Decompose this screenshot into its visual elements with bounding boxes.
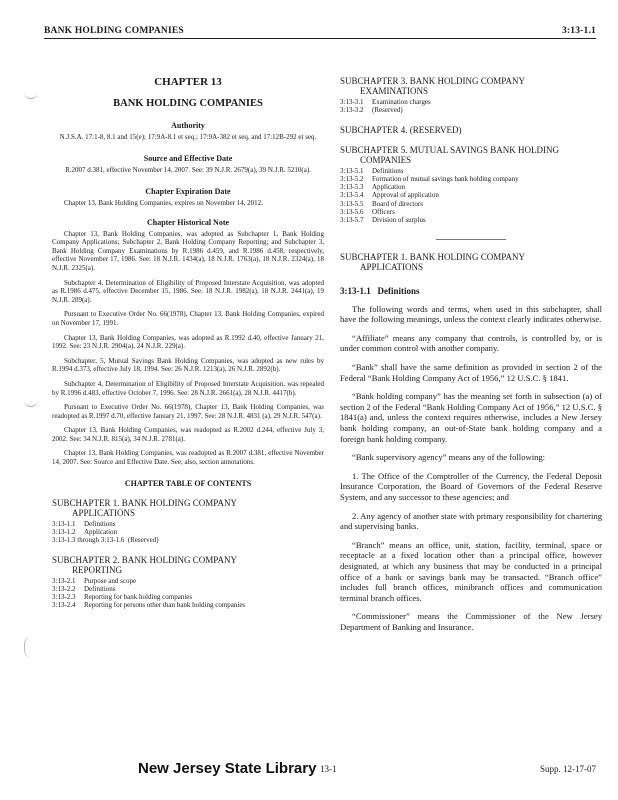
margin-mark [24,88,38,99]
toc-subchapter-3-list [340,98,602,115]
toc-entry[interactable]: 3:13-2.2 Definitions [52,584,116,593]
chapter-name: BANK HOLDING COMPANIES [113,98,263,109]
subchapter-1-heading: SUBCHAPTER 1. BANK HOLDING COMPANY APPLICATIONS [340,251,525,272]
definition-paragraph: “Affiliate” means any company that controls, is controlled by, or is under common control with another company. [340,332,602,354]
expiration-text: Chapter 13, Bank Holding Companies, expires on November 14, 2012. [64,199,263,207]
toc-entry[interactable]: 3:13-3.2 (Reserved) [340,106,403,115]
authority-text: N.J.S.A. 17:1-8, 8.1 and 15(e); 17:9A-8.1 et seq.; 17:9A-382 et seq. and 17:12B-292 et seq. [59,133,317,141]
toc-subchapter-2-heading: SUBCHAPTER 2. BANK HOLDING COMPANY REPORTING [52,554,237,575]
toc-entry[interactable]: 3:13-5.5 Board of directors [340,199,423,208]
definition-paragraph: The following words and terms, when used in this subchapter, shall have the following meanings, unless the context clearly indicates otherwise. [340,303,602,325]
page-number: 13-1 [320,764,337,774]
toc-subchapter-1-list [52,520,324,545]
margin-mark [24,636,39,658]
history-note: Subchapter 4, Determination of Eligibility of Proposed Interstate Acquisition, was adopted as R.1986 d.475, effective December 15, 1986. See: 18 N.J.R. 1982(a), 18 N.J.R. 2441(a), 19 N.J.R. 289(a). [52,278,324,304]
running-header [44,26,596,39]
history-note: Subchapter 4, Determination of Eligibility of Proposed Interstate Acquisition, was repealed by R.1996 d.483, effective October 7, 1996. See: 28 N.J.R. 2661(a), 28 N.J.R. 4417(b). [52,379,324,397]
history-note: Chapter 13, Bank Holding Companies, was readopted as R.2002 d.244, effective July 3, 2002. See: 34 N.J.R. 815(a), 34 N.J.R. 2781(a). [52,426,324,443]
toc-subchapter-4-heading: SUBCHAPTER 4. (RESERVED) [340,124,462,135]
toc-entry[interactable]: 3:13-5.1 Definitions [340,166,404,175]
toc-subchapter-1-heading: SUBCHAPTER 1. BANK HOLDING COMPANY APPLICATIONS [52,497,237,518]
history-note: Pursuant to Executive Order No. 66(1978), Chapter 13, Bank Holding Companies, expired on November 17, 1991. [52,310,324,327]
history-note: Chapter 13, Bank Holding Companies, was readopted as R.2007 d.381, effective November 14, 2007. See: Source and Effective Date. See, also, section annotations. [52,449,324,467]
toc-entry[interactable]: 3:13-1.3 through 3:13-1.6 (Reserved) [52,536,159,545]
definition-paragraph: “Commissioner” means the Commissioner of the New Jersey Department of Banking and Insurance. [340,611,602,632]
toc-heading: CHAPTER TABLE OF CONTENTS [124,478,252,488]
toc-entry[interactable]: 3:13-1.1 Definitions [52,519,116,528]
right-column [340,54,602,633]
expiration-heading: Chapter Expiration Date [145,187,231,196]
history-note: Subchapter, 5, Mutual Savings Bank Holding Companies, was adopted as new rules by R.1994 d.373, effective July 18, 1994. See: 26 N.J.R. 1213(a), 26 N.J.R. 2892(b). [52,356,324,374]
definition-paragraph: “Bank” shall have the same definition as provided in section 2 of the Federal “Bank Holding Company Act of 1956,” 12 U.S.C. § 1841. [340,362,602,383]
toc-entry[interactable]: 3:13-2.3 Reporting for bank holding companies [52,593,193,602]
header-title: BANK HOLDING COMPANIES [44,26,184,36]
history-note: Pursuant to Executive Order No. 66(1978), Chapter 13, Bank Holding Companies, was readopted as R.1997 d.70, effective January 21, 1997. See: 28 N.J.R. 4831 (a), 29 N.J.R. 547(a). [52,403,324,420]
toc-entry[interactable]: 3:13-3.1 Examination charges [340,98,431,106]
source-heading: Source and Effective Date [143,154,233,163]
toc-entry[interactable]: 3:13-5.2 Formation of mutual savings bank holding company [340,174,519,183]
definition-paragraph: 1. The Office of the Comptroller of the Currency, the Federal Deposit Insurance Corporation, the Board of Governors of the Federal Reserve System, and any successor to these agencies; and [340,470,602,502]
history-note: Chapter 13, Bank Holding Companies, was adopted as Subchapter 1, Bank Holding Company Applications; Subchapter 2, Bank Holding Company Reporting; and Subchapter 3, Bank Holding Company Examinations by R.1986 d.459, and R.1986 d.458, respectively, effective November 17, 1986. See: 18 N.J.R. 1434(a), 18 N.J.R. 1763(a), 18 N.J.R. 2324(a), 18 N.J.R. 2325(a). [52,229,324,272]
definition-paragraph: “Branch” means an office, unit, station, facility, terminal, space or receptacle at a fixed location other than a principal office, however designated, at which any business that may be conducted in a principal office of a bank or savings bank may be transacted. “Branch office” includes full branch offices, minibranch offices and communication terminal branch offices. [340,539,602,603]
left-column [52,54,324,610]
toc-entry[interactable]: 3:13-5.6 Officers [340,208,395,217]
toc-entry[interactable]: 3:13-5.4 Approval of application [340,191,439,200]
toc-subchapter-5-heading: SUBCHAPTER 5. MUTUAL SAVINGS BANK HOLDING COMPANIES [340,144,560,165]
history-heading: Chapter Historical Note [146,217,230,227]
toc-entry[interactable]: 3:13-2.4 Reporting for persons other than bank holding companies [52,601,246,610]
chapter-number: CHAPTER 13 [154,76,222,88]
toc-subchapter-3-heading: SUBCHAPTER 3. BANK HOLDING COMPANY EXAMINATIONS [340,76,525,96]
header-section-number: 3:13-1.1 [561,26,596,36]
library-stamp: New Jersey State Library [138,760,317,777]
definition-paragraph: “Bank holding company” has the meaning set forth in subsection (a) of section 2 of the Federal “Bank Holding Company Act of 1956,” 12 U.S.C. § 1841(a) and, unless the context requires otherwise, includes a New Jersey bank holding company, an out-of-State bank holding company and a foreign bank holding company. [340,391,602,444]
margin-mark [24,396,38,407]
rule-number: 3:13-1.1 [340,285,371,296]
toc-subchapter-2-list [52,577,324,610]
toc-entry[interactable]: 3:13-1.2 Application [52,527,118,536]
toc-subchapter-5-list [340,167,602,225]
page-footer [44,760,596,790]
section-divider [436,239,506,240]
source-text: R.2007 d.381, effective November 14, 2007. See: 39 N.J.R. 2679(a), 39 N.J.R. 5210(a). [65,166,311,174]
toc-entry[interactable]: 3:13-5.7 Division of surplus [340,216,426,225]
authority-heading: Authority [171,121,205,130]
toc-entry[interactable]: 3:13-5.3 Application [340,183,406,192]
history-note: Chapter 13, Bank Holding Companies, was adopted as R.1992 d.40, effective January 21, 1992. See: 23 N.J.R. 2904(a), 24 N.J.R. 229(a). [52,333,324,351]
supplement-date: Supp. 12-17-07 [540,764,596,774]
definition-paragraph: “Bank supervisory agency” means any of the following: [352,452,546,463]
rule-heading [340,286,602,296]
definition-paragraph: 2. Any agency of another state with primary responsibility for chartering and supervising banks. [340,510,602,532]
rule-title: Definitions [377,285,420,296]
toc-entry[interactable]: 3:13-2.1 Purpose and scope [52,576,137,585]
